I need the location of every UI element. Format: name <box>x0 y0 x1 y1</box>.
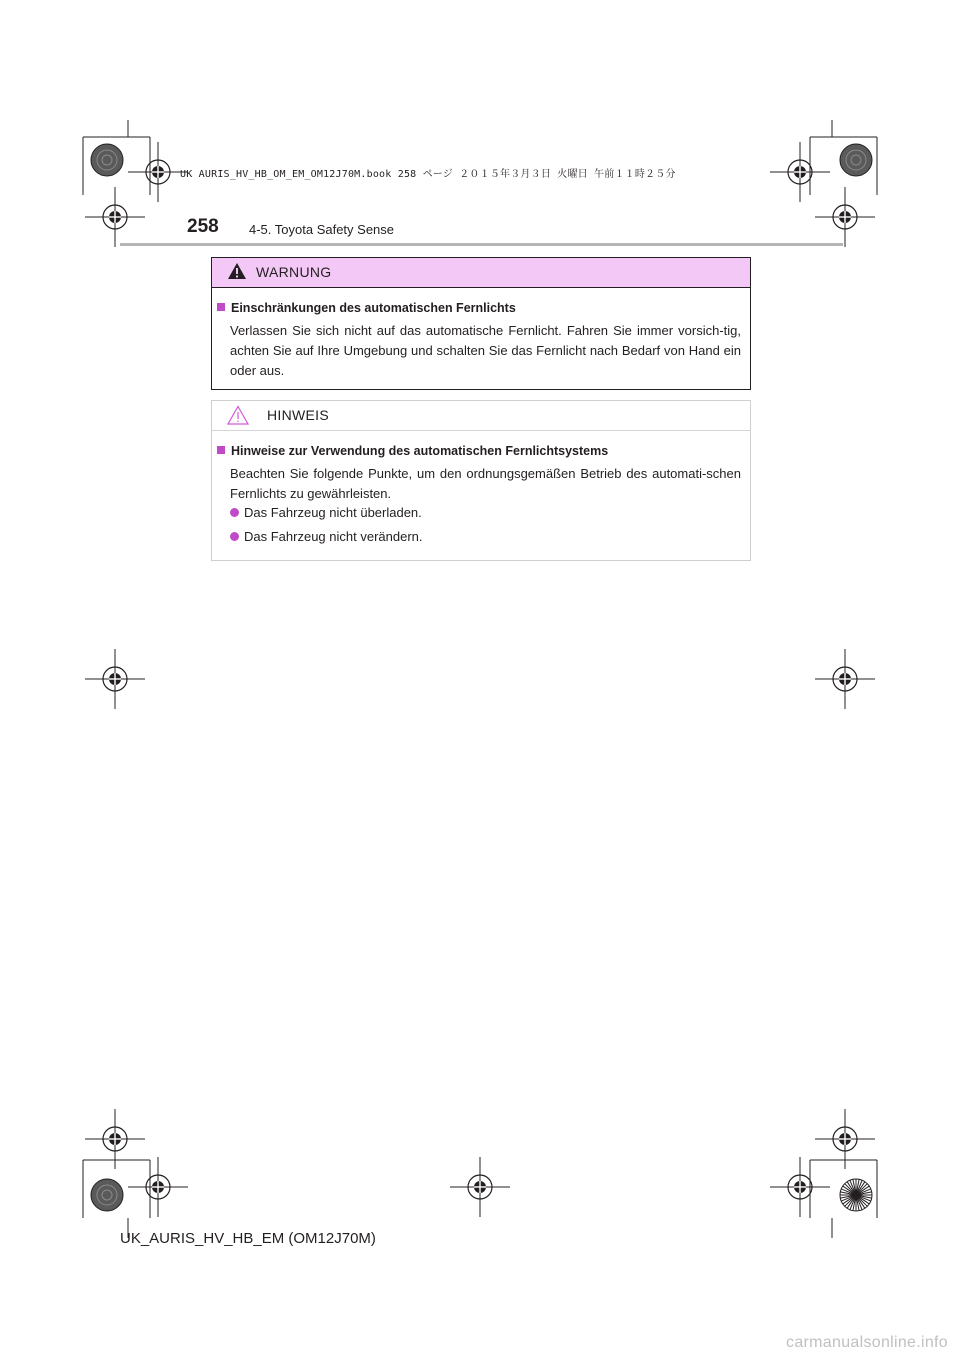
manual-code: UK_AURIS_HV_HB_EM (OM12J70M) <box>120 1230 376 1247</box>
notice-bullet: Das Fahrzeug nicht überladen. <box>230 505 422 520</box>
notice-box <box>211 400 751 561</box>
header-rule <box>120 243 843 246</box>
page-number: 258 <box>187 216 219 237</box>
warning-label: WARNUNG <box>256 264 332 280</box>
notice-label: HINWEIS <box>267 407 329 423</box>
round-bullet-icon <box>230 532 239 541</box>
notice-icon <box>227 405 249 425</box>
warning-item-title: Einschränkungen des automatischen Fernlichts <box>217 301 516 315</box>
square-bullet-icon <box>217 303 225 311</box>
site-watermark: carmanualsonline.info <box>786 1334 948 1351</box>
print-job-header: UK AURIS_HV_HB_OM_EM_OM12J70M.book 258 ページ ２０１５年３月３日 火曜日 午前１１時２５分 <box>180 169 676 180</box>
notice-item-title: Hinweise zur Verwendung des automatischen Fernlichtsystems <box>217 444 608 458</box>
notice-paragraph: Beachten Sie folgende Punkte, um den ordnungsgemäßen Betrieb des automati-schen Fernlichts zu gewährleisten. <box>230 466 741 501</box>
warning-box <box>211 257 751 390</box>
notice-box-header <box>212 401 750 431</box>
warning-paragraph: Verlassen Sie sich nicht auf das automatische Fernlicht. Fahren Sie immer vorsich-tig, achten Sie auf Ihre Umgebung und schalten Sie das Fernlicht nach Bedarf von Hand ein oder aus. <box>230 323 741 378</box>
round-bullet-icon <box>230 508 239 517</box>
square-bullet-icon <box>217 446 225 454</box>
warning-box-header <box>212 258 750 288</box>
section-title: 4-5. Toyota Safety Sense <box>249 222 395 237</box>
warning-icon <box>227 262 247 280</box>
notice-bullet: Das Fahrzeug nicht verändern. <box>230 529 422 544</box>
